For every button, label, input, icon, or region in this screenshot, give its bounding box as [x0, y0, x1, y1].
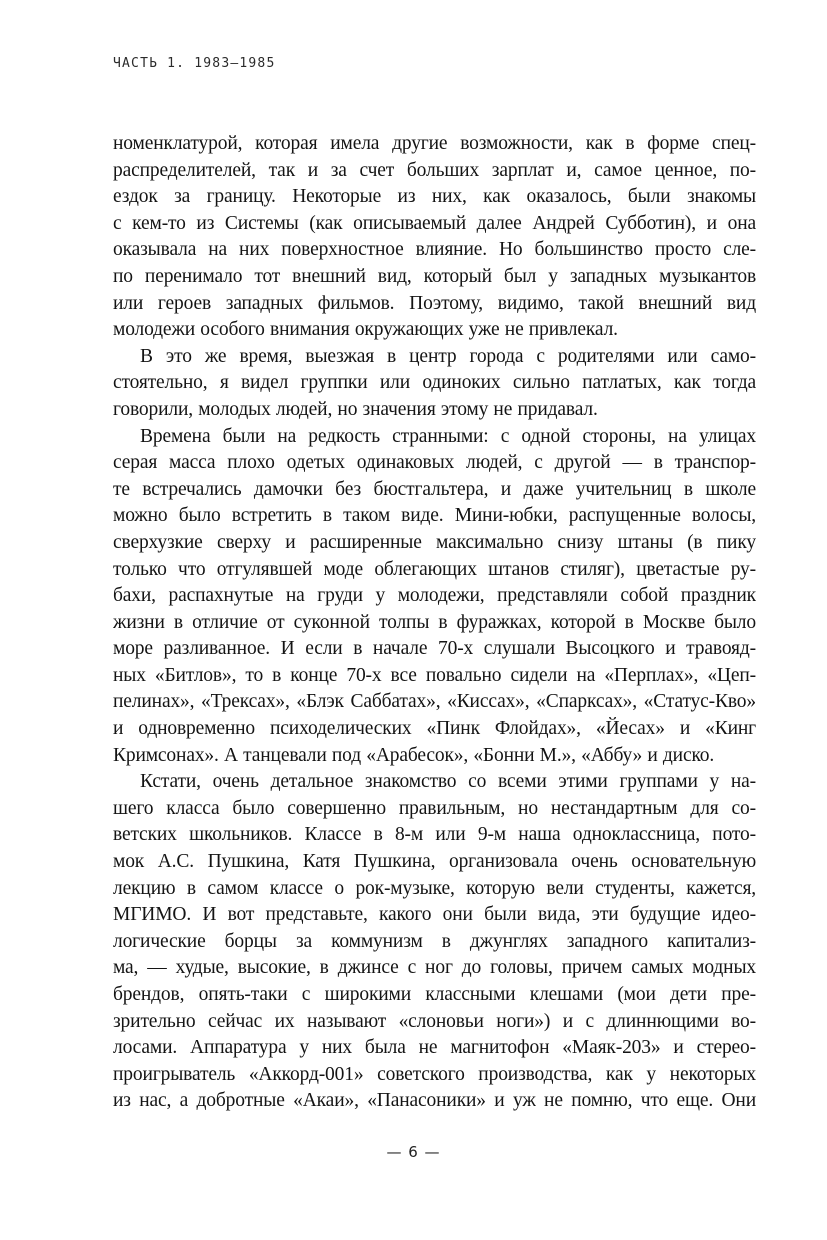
text-line: ветских школьников. Классе в 8-м или 9-м наша одноклассница, пото- [113, 824, 756, 846]
text-line: жизни в отличие от суконной толпы в фуражках, которой в Москве было [113, 611, 756, 633]
body-text [113, 131, 756, 1115]
text-line: логические борцы за коммунизм в джунглях западного капитализ- [113, 930, 756, 952]
text-line: с кем-то из Системы (как описываемый далее Андрей Субботин), и она [113, 212, 756, 234]
text-line: говорили, молодых людей, но значения этому не придавал. [113, 398, 598, 420]
text-line: те встречались дамочки без бюстгальтера, и даже учительниц в школе [113, 478, 756, 500]
text-line: море разливанное. И если в начале 70-х слушали Высоцкого и травояд- [113, 638, 756, 660]
text-line: лекцию в самом классе о рок-музыке, которую вели студенты, кажется, [113, 877, 756, 899]
text-line: Времена были на редкость странными: с одной стороны, на улицах [140, 425, 756, 447]
text-line: Кстати, очень детальное знакомство со всеми этими группами у на- [140, 771, 756, 793]
paragraph [113, 769, 756, 1115]
page-number: — 6 — [386, 1143, 441, 1161]
text-line: ма, — худые, высокие, в джинсе с ног до головы, причем самых модных [113, 957, 756, 979]
text-line: брендов, опять-таки с широкими классными клешами (мои дети пре- [113, 984, 756, 1005]
paragraph [113, 131, 756, 344]
text-line: бахи, распахнутые на груди у молодежи, представляли собой праздник [113, 585, 756, 607]
text-line: номенклатурой, которая имела другие возможности, как в форме спец- [113, 133, 756, 154]
text-line: по перенимало тот внешний вид, который был у западных музыкантов [113, 265, 756, 287]
paragraph [113, 424, 756, 770]
text-line: В это же время, выезжая в центр города с родителями или само- [140, 345, 756, 367]
text-line: и одновременно психоделических «Пинк Флойдах», «Йесах» и «Кинг [113, 718, 756, 740]
text-line: серая масса плохо одетых одинаковых людей, с другой — в транспор- [113, 452, 756, 474]
text-line: мок А.С. Пушкина, Катя Пушкина, организовала очень основательную [113, 851, 756, 873]
text-line: ездок за границу. Некоторые из них, как оказалось, были знакомы [113, 186, 756, 208]
text-line: шего класса было совершенно правильным, но нестандартным для со- [113, 797, 756, 819]
text-line: распределителей, так и за счет больших зарплат и, самое ценное, по- [113, 159, 756, 181]
text-line: или героев западных фильмов. Поэтому, видимо, такой внешний вид [113, 292, 756, 314]
text-line: пелинах», «Трексах», «Блэк Саббатах», «Киссах», «Спарксах», «Статус-Кво» [113, 691, 756, 713]
text-line: Кримсонах». А танцевали под «Арабесок», «Бонни М.», «Аббу» и диско. [113, 744, 715, 766]
running-header: ЧАСТЬ 1. 1983–1985 [113, 56, 276, 71]
text-line: лосами. Аппаратура у них была не магнитофон «Маяк-203» и стерео- [113, 1037, 756, 1059]
paragraph [113, 344, 756, 424]
text-line: молодежи особого внимания окружающих уже не привлекал. [113, 319, 618, 341]
text-line: можно было встретить в таком виде. Мини-юбки, распущенные волосы, [113, 505, 756, 527]
text-line: ных «Битлов», то в конце 70-х все повально сидели на «Перплах», «Цеп- [113, 664, 756, 686]
text-line: из нас, а добротные «Акаи», «Панасоники» и уж не помню, что еще. Они [113, 1090, 756, 1112]
text-line: проигрыватель «Аккорд-001» советского производства, как у некоторых [113, 1063, 756, 1085]
text-line: сверхузкие сверху и расширенные максимально снизу штаны (в пику [113, 531, 756, 553]
text-line: оказывала на них поверхностное влияние. Но большинство просто сле- [113, 239, 756, 261]
text-line: стоятельно, я видел группки или одиноких сильно патлатых, как тогда [113, 372, 756, 394]
text-line: только что отгулявшей моде облегающих штанов стиляг), цветастые ру- [113, 558, 756, 580]
text-line: зрительно сейчас их называют «слоновьи ноги») и с длиннющими во- [113, 1010, 756, 1032]
text-line: МГИМО. И вот представьте, какого они были вида, эти будущие идео- [113, 904, 756, 926]
